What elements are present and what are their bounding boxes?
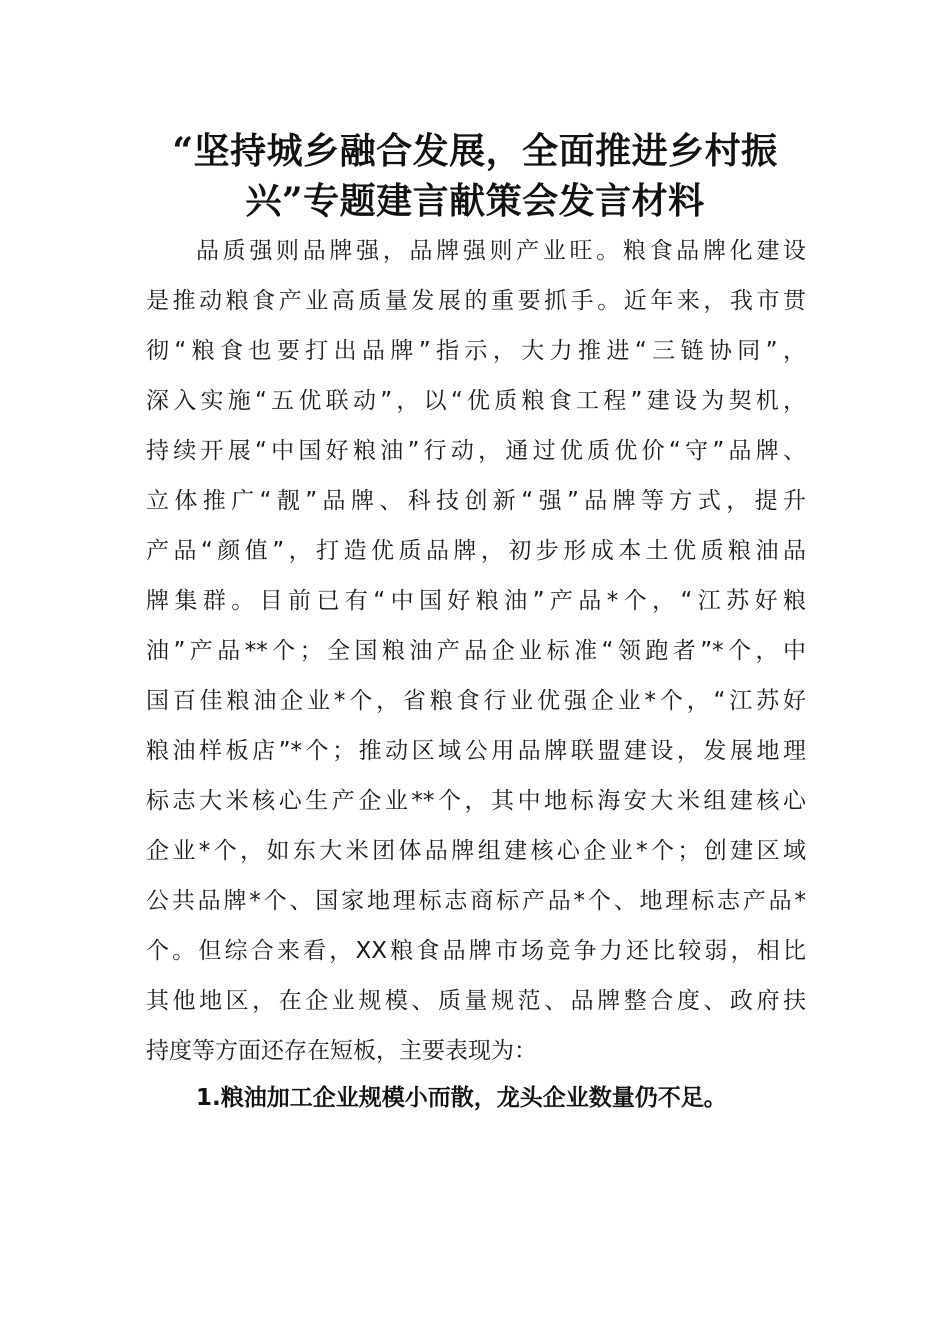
paragraph-line: 立体推广“靓”品牌、科技创新“强”品牌等方式，提升	[146, 488, 806, 514]
paragraph-line: 粮油样板店”*个；推动区域公用品牌联盟建设，发展地理	[146, 738, 806, 764]
paragraph-line: 企业*个，如东大米团体品牌组建核心企业*个；创建区域	[146, 838, 806, 864]
paragraph-line: 深入实施“五优联动”，以“优质粮食工程”建设为契机，	[146, 388, 806, 414]
paragraph-line: 产品“颜值”，打造优质品牌，初步形成本土优质粮油品	[146, 538, 806, 564]
paragraph-line: 油”产品**个；全国粮油产品企业标准“领跑者”*个，中	[146, 638, 806, 664]
paragraph-line: 牌集群。目前已有“中国好粮油”产品*个，“江苏好粮	[146, 588, 806, 614]
paragraph-line: 是推动粮食产业高质量发展的重要抓手。近年来，我市贯	[146, 288, 806, 314]
paragraph-line: 彻“粮食也要打出品牌”指示，大力推进“三链协同”，	[146, 338, 806, 364]
paragraph-line: 其他地区，在企业规模、质量规范、品牌整合度、政府扶	[146, 988, 806, 1014]
paragraph-line: 持续开展“中国好粮油”行动，通过优质优价“守”品牌、	[146, 438, 806, 464]
paragraph-line: 品质强则品牌强，品牌强则产业旺。粮食品牌化建设	[196, 238, 806, 264]
paragraph-line: 公共品牌*个、国家地理标志商标产品*个、地理标志产品*	[146, 888, 806, 914]
paragraph-line: 持度等方面还存在短板，主要表现为：	[146, 1038, 537, 1064]
paragraph-line: 个。但综合来看，XX粮食品牌市场竞争力还比较弱，相比	[146, 938, 806, 964]
paragraph-line: 标志大米核心生产企业**个，其中地标海安大米组建核心	[146, 788, 806, 814]
document-title-line-1: “坚持城乡融合发展，全面推进乡村振	[172, 130, 778, 172]
paragraph-line: 国百佳粮油企业*个，省粮食行业优强企业*个，“江苏好	[146, 688, 806, 714]
document-title-line-2: 兴”专题建言献策会发言材料	[245, 180, 705, 222]
section-heading: 1.粮油加工企业规模小而散，龙头企业数量仍不足。	[196, 1085, 727, 1111]
